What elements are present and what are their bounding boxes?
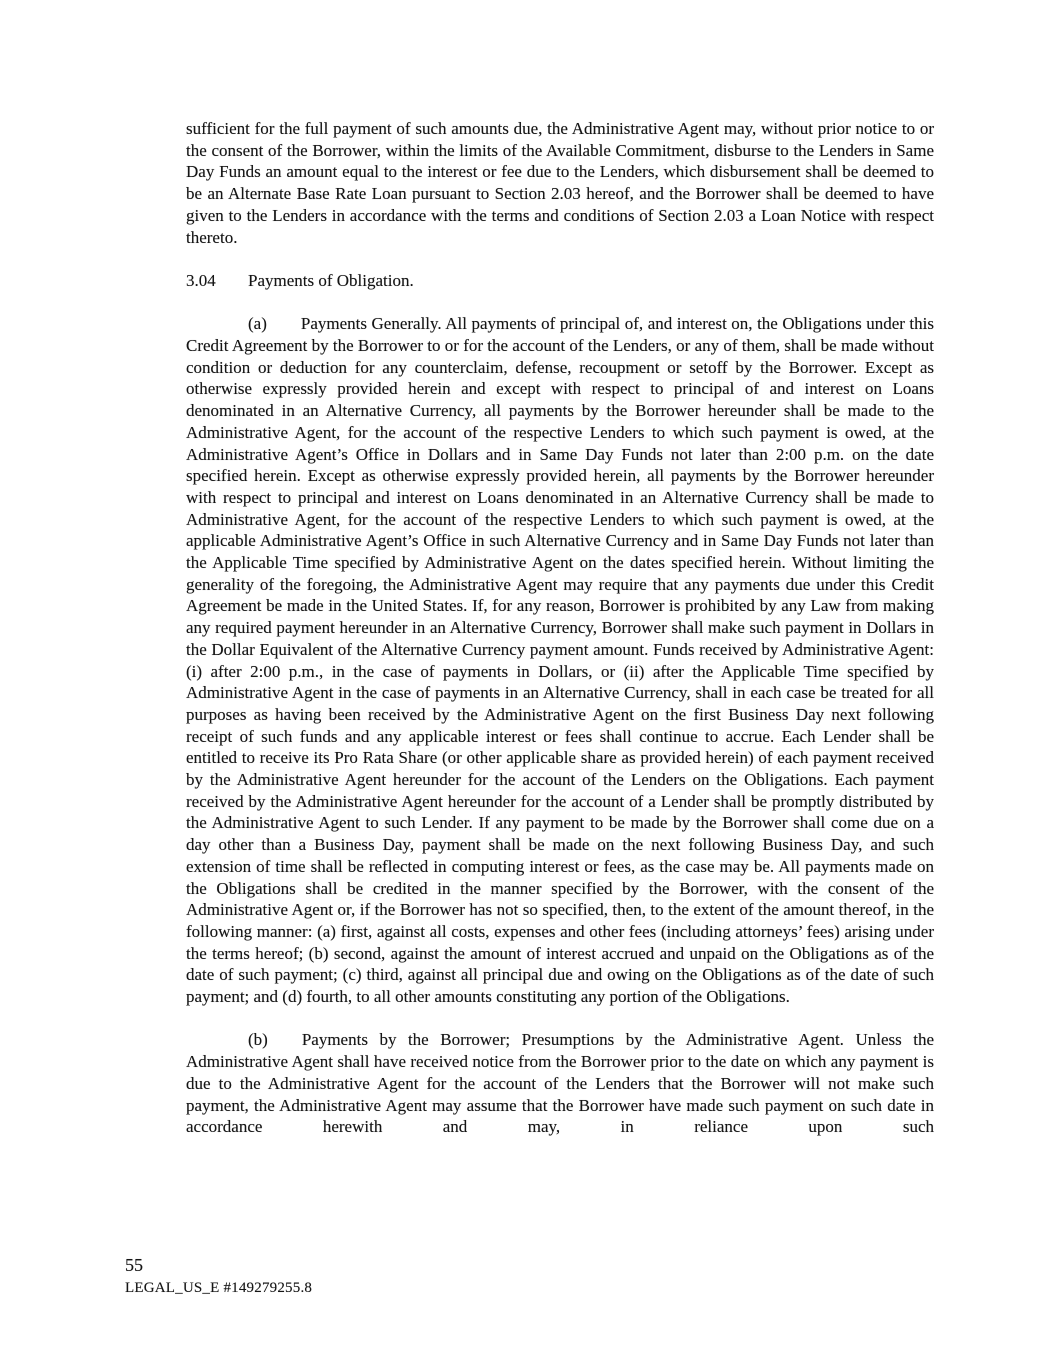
subsection-a-body: All payments of principal of, and interest on, the Obligations under this Credit Agreement by the Borrower to or for the account of the Lenders, or any of them, shall be made without condition or deduction for any counterclaim, defense, recoupment or setoff by the Borrower. Except as otherwise expressly provided herein and except with respect to principal of and interest on Loans denominated in an Alternative Currency, all payments by the Borrower hereunder shall be made to the Administrative Agent, for the account of the respective Lenders to which such payment is owed, at the Administrative Agent’s Office in Dollars and in Same Day Funds not later than 2:00 p.m. on the date specified herein. Except as otherwise expressly provided herein, all payments by the Borrower hereunder with respect to principal and interest on Loans denominated in an Alternative Currency shall be made to Administrative Agent, for the account of the respective Lenders to which such payment is owed, at the applicable Administrative Agent’s Office in such Alternative Currency and in Same Day Funds not later than the Applicable Time specified by Administrative Agent on the dates specified herein. Without limiting the generality of the foregoing, the Administrative Agent may require that any payments due under this Credit Agreement be made in the United States. If, for any reason, Borrower is prohibited by any Law from making any required payment hereunder in an Alternative Currency, Borrower shall make such payment in Dollars in the Dollar Equivalent of the Alternative Currency payment amount. Funds received by Administrative Agent: (i) after 2:00 p.m., in the case of payments in Dollars, or (ii) after the Applicable Time specified by Administrative Agent in the case of payments in an Alternative Currency, shall in each case be treated for all purposes as having been received by the Administrative Agent on the first Business Day next following receipt of such funds and any applicable interest or fees shall continue to accrue. Each Lender shall be entitled to receive its Pro Rata Share (or other applicable share as provided herein) of each payment received by the Administrative Agent hereunder for the account of the Lenders on the Obligations. Each payment received by the Administrative Agent hereunder for the account of a Lender shall be promptly distributed by the Administrative Agent to such Lender. If any payment to be made by the Borrower shall come due on a day other than a Business Day, payment shall be made on the next following Business Day, and such extension of time shall be reflected in computing interest or fees, as the case may be. All payments made on the Obligations shall be credited in the manner specified by the Borrower, with the consent of the Administrative Agent or, if the Borrower has not so specified, then, to the extent of the amount thereof, in the following manner: (a) first, against all costs, expenses and other fees (including attorneys’ fees) arising under the terms hereof; (b) second, against the amount of interest accrued and unpaid on the Obligations as of the date of such payment; (c) third, against all principal due and owing on the Obligations as of the date of such payment; and (d) fourth, to all other amounts constituting any portion of the Obligations.: [186, 314, 934, 1007]
page-footer: [125, 1254, 312, 1298]
section-title: Payments of Obligation.: [248, 270, 414, 290]
subsection-a-paragraph: [186, 313, 934, 1008]
subsection-b-title: Payments by the Borrower; Presumptions by the Administrative Agent.: [301, 1030, 844, 1050]
subsection-a-title: Payments Generally.: [300, 314, 442, 334]
subsection-b-paragraph: [186, 1029, 934, 1138]
subsection-b-label: (b): [248, 1030, 268, 1050]
continuation-paragraph: sufficient for the full payment of such amounts due, the Administrative Agent may, without prior notice to or the consent of the Borrower, within the limits of the Available Commitment, disburse to the Lenders in Same Day Funds an amount equal to the interest or fee due to the Lenders, which disbursement shall be deemed to be an Alternate Base Rate Loan pursuant to Section 2.03 hereof, and the Borrower shall be deemed to have given to the Lenders in accordance with the terms and conditions of Section 2.03 a Loan Notice with respect thereto.: [186, 119, 934, 247]
page-number: 55: [125, 1255, 143, 1275]
subsection-b-body: Unless the Administrative Agent shall have received notice from the Borrower prior to the date on which any payment is due to the Administrative Agent for the account of the Lenders that the Borrower will not make such payment, the Administrative Agent may assume that the Borrower have made such payment on such date in accordance herewith and may, in reliance upon such: [186, 1030, 934, 1137]
document-body: [186, 118, 934, 1160]
subsection-a-label: (a): [248, 314, 267, 334]
section-number: 3.04: [186, 270, 216, 290]
document-id: LEGAL_US_E #149279255.8: [125, 1280, 313, 1296]
section-heading: [186, 270, 934, 292]
